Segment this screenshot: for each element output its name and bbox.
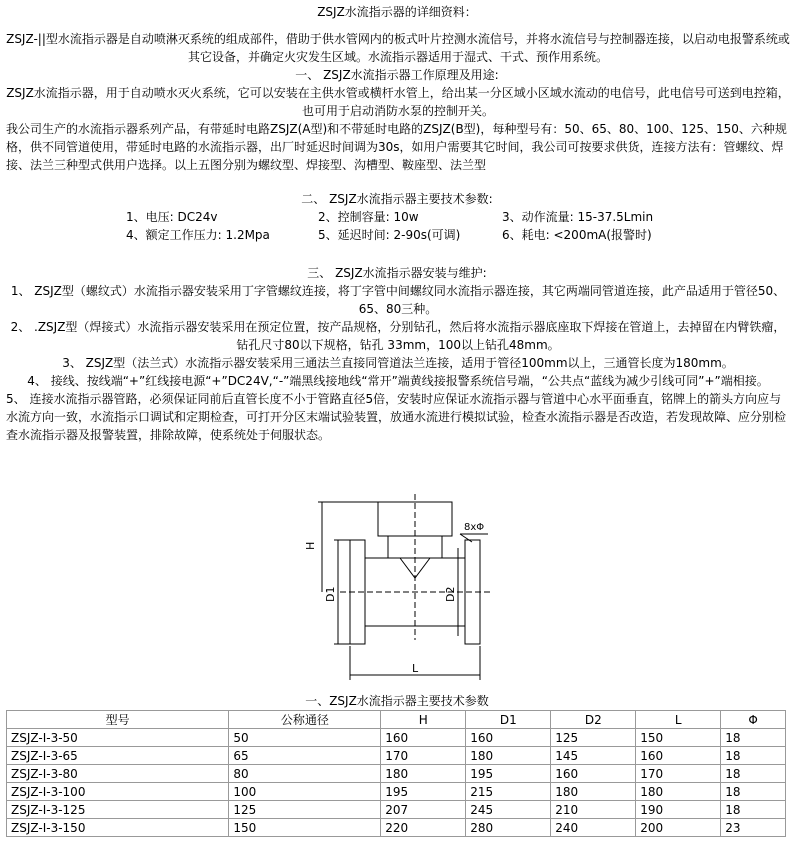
col-l: L — [636, 711, 721, 729]
parameter-list — [0, 208, 794, 244]
cell-d1: 160 — [466, 729, 551, 747]
install-item-3: 3、 ZSJZ型（法兰式）水流指示器安装采用三通法兰直接同管道法兰连接，适用于管径100mm以上，三通管长度为180mm。 — [62, 356, 734, 370]
spec-table — [6, 710, 786, 837]
cell-diameter: 50 — [229, 729, 381, 747]
table-row — [7, 819, 786, 837]
table-row — [7, 729, 786, 747]
cell-l: 150 — [636, 729, 721, 747]
cell-h: 160 — [381, 729, 466, 747]
dim-label-d2: D2 — [444, 586, 457, 602]
flange-dimension-diagram — [300, 490, 500, 690]
param-flow: 3、动作流量: 15-37.5Lmin — [502, 210, 654, 224]
param-voltage: 1、电压: DC24v — [126, 210, 218, 224]
cell-d2: 125 — [551, 729, 636, 747]
cell-diameter: 80 — [229, 765, 381, 783]
install-item-1: 1、 ZSJZ型（螺纹式）水流指示器安装采用丁字管螺纹连接，将丁字管中间螺纹同水流指示器连接，其它两端同管道连接，此产品适用于管径50、65、80三种。 — [10, 284, 786, 316]
parameter-row — [0, 226, 794, 244]
cell-phi: 23 — [721, 819, 786, 837]
cell-l: 160 — [636, 747, 721, 765]
cell-l: 170 — [636, 765, 721, 783]
install-list — [6, 282, 790, 444]
cell-l: 190 — [636, 801, 721, 819]
section-1-paragraph-1: ZSJZ水流指示器，用于自动喷水灭火系统，它可以安装在主供水管或横杆水管上，给出某一分区域小区域水流动的电信号，此电信号可送到电控箱，也可用于启动消防水泵的控制开关。 — [6, 86, 790, 118]
cell-h: 207 — [381, 801, 466, 819]
cell-model: ZSJZ-I-3-150 — [7, 819, 229, 837]
install-item-5: 5、 连接水流指示器管路，必须保证同前后直管长度不小于管路直径5倍，安装时应保证水流指示器与管道中心水平面垂直，铭牌上的箭头方向应与水流方向一致，水流指示口调试和定期检查，可打开分区末端试验装置，放通水流进行模拟试验，检查水流指示器是否改造，若发现故障、应分别检查水流指示器及报警装置，排除故障，使系统处于伺服状态。 — [6, 392, 787, 442]
cell-diameter: 125 — [229, 801, 381, 819]
install-item-4: 4、 接线、按线端“+”红线接电源“+”DC24V,“-”端黑线接地线“常开”端黄线接报警系统信号端，“公共点“蓝线为减少引线可同”+”端相接。 — [27, 374, 769, 388]
cell-d2: 240 — [551, 819, 636, 837]
param-power: 6、耗电: <200mA(报警时) — [502, 228, 652, 242]
cell-diameter: 100 — [229, 783, 381, 801]
cell-model: ZSJZ-I-3-80 — [7, 765, 229, 783]
col-h: H — [381, 711, 466, 729]
col-model: 型号 — [7, 711, 229, 729]
document-title: ZSJZ水流指示器的详细资料： — [317, 5, 477, 19]
intro-paragraph: ZSJZ-||型水流指示器是自动喷淋灭系统的组成部件，借助于供水管网内的板式叶片控测水流信号，并将水流信号与控制器连接，以启动电报警系统或其它设备，并确定火灾发生区域。水流指示器适用于湿式、干式、预作用系统。 — [6, 32, 790, 64]
col-diameter: 公称通径 — [229, 711, 381, 729]
section-1-title: 一、 ZSJZ水流指示器工作原理及用途: — [295, 68, 499, 82]
cell-h: 220 — [381, 819, 466, 837]
section-1-paragraph-2: 我公司生产的水流指示器系列产品，有带延时电路ZSJZ(A型)和不带延时电路的ZSJZ(B型)，每种型号有：50、65、80、100、125、150、六种规格，供不同管道使用，带延时电路的水流指示器，出厂时延迟时间调为30s，如用户需要其它时间，我公司可按要求供货，连接方法有：管螺纹、焊接、法兰三种型式供用户选择。以上五图分别为螺纹型、焊接型、沟槽型、鞍座型、法兰型 — [6, 122, 787, 172]
cell-d2: 180 — [551, 783, 636, 801]
cell-phi: 18 — [721, 783, 786, 801]
section-3-title: 三、 ZSJZ水流指示器安装与维护: — [307, 266, 487, 280]
cell-model: ZSJZ-I-3-125 — [7, 801, 229, 819]
cell-phi: 18 — [721, 747, 786, 765]
cell-h: 195 — [381, 783, 466, 801]
dim-label-bolts: 8xΦ — [464, 522, 485, 533]
cell-phi: 18 — [721, 765, 786, 783]
cell-d1: 245 — [466, 801, 551, 819]
col-d2: D2 — [551, 711, 636, 729]
cell-model: ZSJZ-I-3-100 — [7, 783, 229, 801]
cell-model: ZSJZ-I-3-65 — [7, 747, 229, 765]
cell-phi: 18 — [721, 801, 786, 819]
cell-h: 170 — [381, 747, 466, 765]
cell-d1: 280 — [466, 819, 551, 837]
section-2-title: 二、 ZSJZ水流指示器主要技术参数: — [301, 192, 493, 206]
cell-l: 180 — [636, 783, 721, 801]
col-d1: D1 — [466, 711, 551, 729]
cell-d2: 160 — [551, 765, 636, 783]
cell-l: 200 — [636, 819, 721, 837]
cell-d1: 180 — [466, 747, 551, 765]
dim-label-d1: D1 — [324, 586, 337, 602]
dim-label-h: H — [304, 541, 317, 550]
table-row — [7, 747, 786, 765]
table-row — [7, 765, 786, 783]
cell-d1: 215 — [466, 783, 551, 801]
table-title: 一、ZSJZ水流指示器主要技术参数 — [305, 694, 489, 708]
cell-d2: 145 — [551, 747, 636, 765]
cell-diameter: 65 — [229, 747, 381, 765]
param-pressure: 4、额定工作压力: 1.2Mpa — [126, 228, 270, 242]
table-header-row — [7, 711, 786, 729]
cell-d2: 210 — [551, 801, 636, 819]
cell-h: 180 — [381, 765, 466, 783]
param-delay: 5、延迟时间: 2-90s(可调) — [318, 228, 461, 242]
dim-label-l: L — [412, 662, 419, 675]
parameter-row — [0, 208, 794, 226]
col-phi: Φ — [721, 711, 786, 729]
install-item-2: 2、 .ZSJZ型（焊接式）水流指示器安装采用在预定位置，按产品规格，分别钻孔，然后将水流指示器底座取下焊接在管道上，去掉留在内臂铁瘤，钻孔尺寸80以下规格，钻孔 33mm，100以上钻孔48mm。 — [10, 320, 786, 352]
cell-diameter: 150 — [229, 819, 381, 837]
cell-d1: 195 — [466, 765, 551, 783]
cell-phi: 18 — [721, 729, 786, 747]
param-capacity: 2、控制容量: 10w — [318, 210, 419, 224]
table-row — [7, 783, 786, 801]
cell-model: ZSJZ-I-3-50 — [7, 729, 229, 747]
table-row — [7, 801, 786, 819]
